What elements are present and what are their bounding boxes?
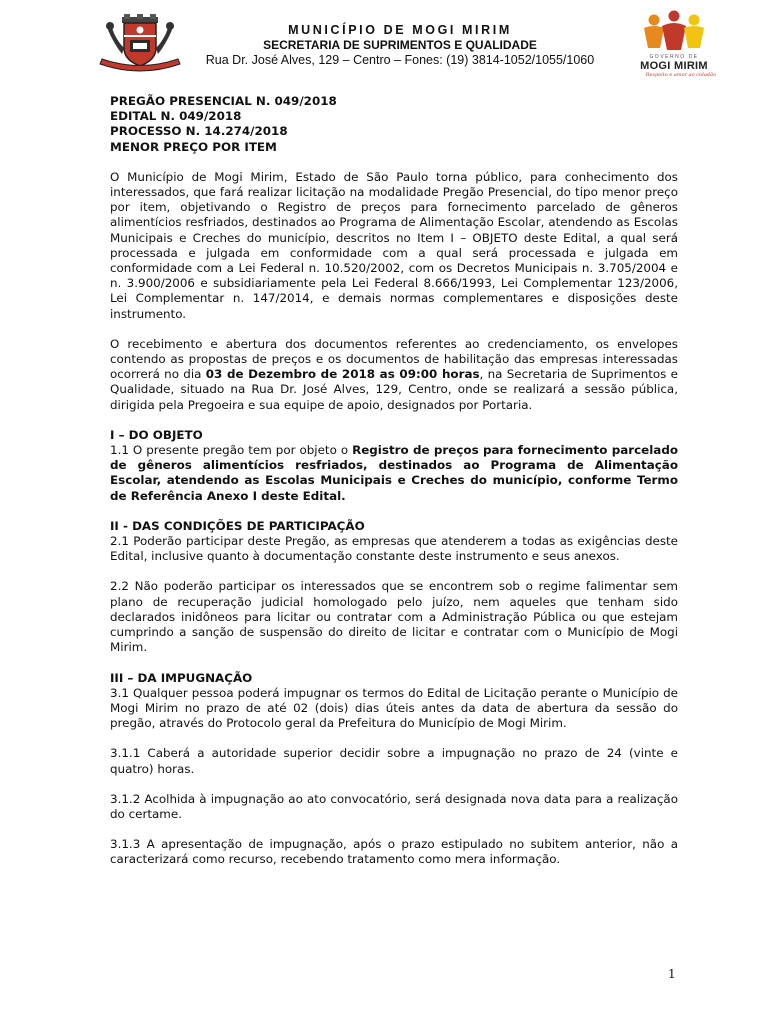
receipt-text: O recebimento e abertura dos documentos referentes ao credenciamento, os envelopes contendo as propostas de preços e os documentos de habilitação das empresas interessadas ocorrerá no dia	[110, 336, 678, 382]
government-logo	[632, 10, 716, 78]
municipality-title: MUNICÍPIO DE MOGI MIRIM	[288, 23, 512, 37]
section-title: I – DO OBJETO	[110, 427, 203, 442]
page-number: 1	[668, 967, 676, 981]
logo-tagline: Respeito e amor ao cidadão	[645, 72, 716, 78]
letterhead	[0, 0, 770, 90]
clause-object: Registro de preços para fornecimento parcelado de gêneros alimentícios resfriados, destinados ao Programa de Alimentação Escolar, atendendo as Escolas Municipais e Creches do município, conforme Termo de Referência Anexo I deste Edital.	[110, 443, 678, 503]
clause-2-2: 2.2 Não poderão participar os interessados que se encontrem sob o regime falimentar sem plano de recuperação judicial homologado pelo juízo, nem aqueles que tenham sido declarados inidôneos para licitar ou contratar com a Administração Pública ou que estejam cumprindo a sanção de suspensão do direito de licitar e contratar com o Município de Mogi Mirim.	[110, 579, 678, 655]
address-line: Rua Dr. José Alves, 129 – Centro – Fones: (19) 3814-1052/1055/1060	[205, 53, 595, 67]
clause-3-1: 3.1 Qualquer pessoa poderá impugnar os termos do Edital de Licitação perante o Município de Mogi Mirim no prazo de até 02 (dois) dias úteis antes da data de abertura da sessão do pregão, através do Protocolo geral da Prefeitura do Município de Mogi Mirim.	[110, 685, 678, 731]
heading-line: EDITAL N. 049/2018	[110, 109, 242, 124]
receipt-text-end: , na Secretaria de Suprimentos e Qualidade, situado na Rua Dr. José Alves, 129, Centro, onde se realizará a sessão pública, dirigida pela Pregoeira e sua equipe de apoio, designados por Portaria.	[110, 367, 678, 412]
clause-text: 1.1 O presente pregão tem por objeto o	[110, 443, 353, 458]
clause-3-1-2: 3.1.2 Acolhida à impugnação ao ato convocatório, será designada nova data para a realização do certame.	[110, 791, 678, 821]
logo-top-text: GOVERNO DE	[649, 54, 699, 60]
clause-3-1-1: 3.1.1 Caberá a autoridade superior decidir sobre a impugnação no prazo de 24 (vinte e quatro) horas.	[110, 746, 678, 776]
edital-heading	[110, 94, 678, 155]
people-figures-icon	[632, 10, 716, 54]
municipal-coat-of-arms-icon	[94, 14, 186, 76]
document-body	[110, 94, 678, 868]
clause-2-1: 2.1 Poderão participar deste Pregão, as empresas que atenderem a todas as exigências deste Edital, inclusive quanto à documentação constante deste instrumento e seus anexos.	[110, 534, 678, 564]
logo-name: MOGI MIRIM	[640, 60, 708, 72]
clause-3-1-3: 3.1.3 A apresentação de impugnação, após o prazo estipulado no subitem anterior, não a caracterizará como recurso, recebendo tratamento como mera informação.	[110, 837, 678, 867]
heading-line: MENOR PREÇO POR ITEM	[110, 139, 277, 154]
heading-line: PREGÃO PRESENCIAL N. 049/2018	[110, 94, 337, 108]
section-title: II - DAS CONDIÇÕES DE PARTICIPAÇÃO	[110, 518, 365, 533]
heading-line: PROCESSO N. 14.274/2018	[110, 124, 288, 139]
receipt-paragraph	[110, 337, 678, 413]
section-title: III – DA IMPUGNAÇÃO	[110, 670, 253, 685]
secretariat-name: SECRETARIA DE SUPRIMENTOS E QUALIDADE	[263, 38, 537, 52]
clause-1-1	[110, 443, 678, 504]
intro-paragraph: O Município de Mogi Mirim, Estado de São Paulo torna público, para conhecimento dos interessados, que fará realizar licitação na modalidade Pregão Presencial, do tipo menor preço por item, objetivando o Registro de preços para fornecimento parcelado de gêneros alimentícios resfriados, destinados ao Programa de Alimentação Escolar, atendendo as Escolas Municipais e Creches do município, descritos no Item I – OBJETO deste Edital, a qual será processada e julgada em conformidade com a qual será processada e julgada em conformidade com a Lei Federal n. 10.520/2002, com os Decretos Municipais n. 3.705/2004 e n. 3.900/2006 e subsidiariamente pela Lei Federal 8.666/1993, Lei Complementar 123/2006, Lei Complementar n. 147/2014, e demais normas complementares e disposições deste instrumento.	[110, 169, 678, 321]
receipt-date: 03 de Dezembro de 2018 as 09:00 horas	[205, 367, 480, 382]
